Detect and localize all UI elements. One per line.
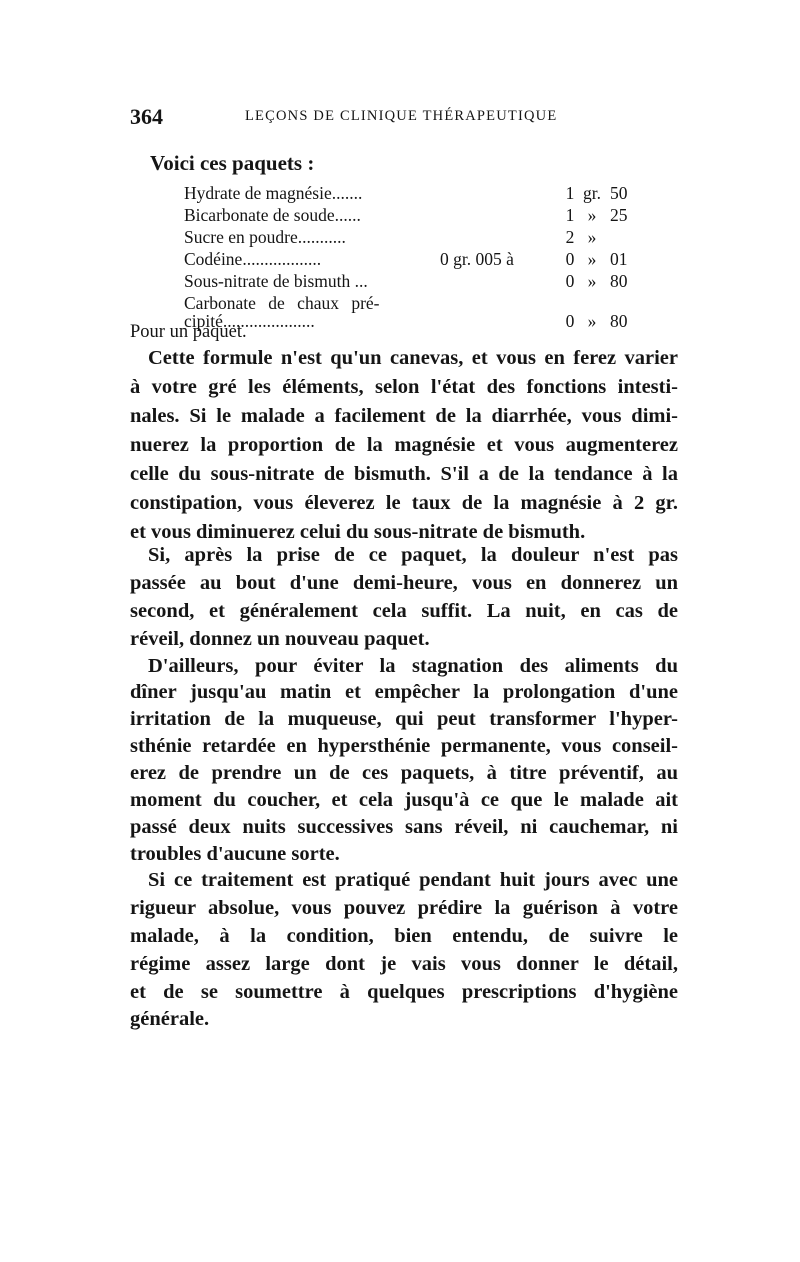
text-line: passée au bout d'une demi-heure, vous en donnerez un bbox=[130, 572, 678, 594]
quantity-fraction: 80 bbox=[610, 311, 628, 331]
text-line: dîner jusqu'au matin et empêcher la prolongation d'une bbox=[130, 681, 678, 703]
ingredient-name: Bicarbonate de soude...... bbox=[184, 205, 361, 225]
text-line: Cette formule n'est qu'un canevas, et vous en ferez varier bbox=[148, 347, 678, 369]
formula-row bbox=[0, 310, 800, 332]
text-line: rigueur absolue, vous pouvez prédire la guérison à votre bbox=[130, 897, 678, 919]
text-line: D'ailleurs, pour éviter la stagnation des aliments du bbox=[148, 655, 678, 677]
text-line: et vous diminuerez celui du sous-nitrate de bismuth. bbox=[130, 521, 586, 543]
quantity-unit: gr. bbox=[583, 183, 601, 203]
text-line: et de se soumettre à quelques prescriptions d'hygiène bbox=[130, 981, 678, 1003]
quantity-fraction: 50 bbox=[610, 183, 628, 203]
ingredient-name: Hydrate de magnésie....... bbox=[184, 183, 363, 203]
text-line: irritation de la muqueuse, qui peut transformer l'hyper- bbox=[130, 708, 678, 730]
text-line: moment du coucher, et cela jusqu'à ce que le malade ait bbox=[130, 789, 678, 811]
text-line: nales. Si le malade a facilement de la diarrhée, vous dimi- bbox=[130, 405, 678, 427]
text-line: malade, à la condition, bien entendu, de suivre le bbox=[130, 925, 678, 947]
ingredient-name: Sucre en poudre........... bbox=[184, 227, 346, 247]
text-line: constipation, vous éleverez le taux de la magnésie à 2 gr. bbox=[130, 492, 678, 514]
text-line: nuerez la proportion de la magnésie et vous augmenterez bbox=[130, 434, 678, 456]
quantity-unit: » bbox=[587, 271, 597, 291]
ingredient-name: cipité..................... bbox=[184, 311, 315, 331]
ingredient-name: Carbonate de chaux pré- bbox=[184, 293, 380, 313]
formula-row bbox=[0, 204, 800, 226]
ingredient-name: Sous-nitrate de bismuth ... bbox=[184, 271, 368, 291]
formula-row bbox=[0, 248, 800, 270]
quantity-whole: 0 bbox=[565, 311, 575, 331]
formula-intro: Voici ces paquets : bbox=[150, 151, 315, 175]
text-line: Si, après la prise de ce paquet, la douleur n'est pas bbox=[148, 544, 678, 566]
quantity-prefix: 0 gr. 005 à bbox=[440, 249, 514, 269]
quantity-unit: » bbox=[587, 205, 597, 225]
text-line: passé deux nuits successives sans réveil, ni cauchemar, ni bbox=[130, 816, 678, 838]
running-title: LEÇONS DE CLINIQUE THÉRAPEUTIQUE bbox=[245, 108, 558, 124]
quantity-fraction: 80 bbox=[610, 271, 628, 291]
text-line: erez de prendre un de ces paquets, à titre préventif, au bbox=[130, 762, 678, 784]
text-line: réveil, donnez un nouveau paquet. bbox=[130, 628, 430, 650]
formula-row bbox=[0, 226, 800, 248]
text-line: second, et généralement cela suffit. La nuit, en cas de bbox=[130, 600, 678, 622]
text-line: générale. bbox=[130, 1008, 210, 1030]
quantity-unit: » bbox=[587, 227, 597, 247]
formula-row bbox=[0, 270, 800, 292]
page-header bbox=[130, 104, 690, 134]
quantity-whole: 2 bbox=[565, 227, 575, 247]
ingredient-name: Codéine.................. bbox=[184, 249, 322, 269]
quantity-fraction: 01 bbox=[610, 249, 628, 269]
text-line: sthénie retardée en hypersthénie permanente, vous conseil- bbox=[130, 735, 678, 757]
quantity-whole: 0 bbox=[565, 271, 575, 291]
quantity-whole: 0 bbox=[565, 249, 575, 269]
formula-dose-note: Pour un paquet. bbox=[130, 322, 247, 342]
text-line: à votre gré les éléments, selon l'état des fonctions intesti- bbox=[130, 376, 678, 398]
quantity-unit: » bbox=[587, 249, 597, 269]
text-line: régime assez large dont je vais vous donner le détail, bbox=[130, 953, 678, 975]
page-number: 364 bbox=[130, 104, 163, 129]
quantity-whole: 1 bbox=[565, 183, 575, 203]
quantity-unit: » bbox=[587, 311, 597, 331]
text-line: celle du sous-nitrate de bismuth. S'il a de la tendance à la bbox=[130, 463, 678, 485]
quantity-fraction: 25 bbox=[610, 205, 628, 225]
text-line: Si ce traitement est pratiqué pendant huit jours avec une bbox=[148, 869, 678, 891]
text-line: troubles d'aucune sorte. bbox=[130, 843, 340, 865]
quantity-whole: 1 bbox=[565, 205, 575, 225]
formula-row bbox=[0, 182, 800, 204]
